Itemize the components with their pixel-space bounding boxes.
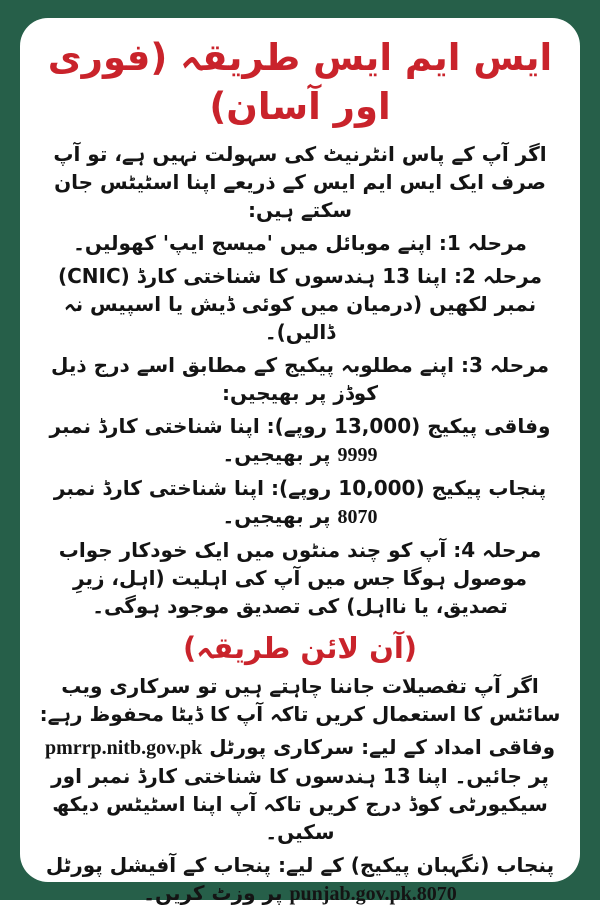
- sms-step-4: مرحلہ 4: آپ کو چند منٹوں میں ایک خودکار جواب موصول ہوگا جس میں آپ کی اہلیت (اہل، زیرِ تصدیق، یا نااہل) کی تصدیق موجود ہوگی۔: [58, 537, 542, 618]
- sms-step-1: مرحلہ 1: اپنے موبائل میں 'میسج ایپ' کھولیں۔: [73, 230, 527, 255]
- sms-intro: اگر آپ کے پاس انٹرنیٹ کی سہولت نہیں ہے، تو آپ صرف ایک ایس ایم ایس کے ذریعے اپنا اسٹیٹس جان سکتے ہیں:: [53, 141, 547, 222]
- federal-sms-code: 9999: [337, 443, 378, 466]
- federal-package-send-text: پر بھیجیں۔: [222, 441, 331, 466]
- sms-section-title: ایس ایم ایس طریقہ (فوری اور آسان): [47, 36, 553, 128]
- sms-step-2: مرحلہ 2: اپنا 13 ہندسوں کا شناختی کارڈ (CNIC) نمبر لکھیں (درمیان میں کوئی ڈیش یا اسپیس نہ ڈالیں)۔: [57, 263, 543, 344]
- online-punjab-text: پنجاب (نگہبان پیکیج) کے لیے: پنجاب کے آفیشل پورٹل: [45, 853, 555, 878]
- punjab-sms-code: 8070: [337, 505, 378, 528]
- federal-package-text: وفاقی پیکیج (13,000 روپے): اپنا شناختی کارڈ نمبر: [49, 413, 551, 438]
- federal-package-line: [36, 412, 564, 469]
- online-section-title: (آن لائن طریقہ): [182, 630, 418, 665]
- online-punjab-line: [36, 851, 564, 908]
- sms-step-3: مرحلہ 3: اپنے مطلوبہ پیکیج کے مطابق اسے درج ذیل کوڈز پر بھیجیں:: [51, 352, 549, 405]
- info-card: [20, 18, 580, 906]
- online-federal-instructions: پر جائیں۔ اپنا 13 ہندسوں کا شناختی کارڈ نمبر اور سیکیورٹی کوڈ درج کریں تاکہ آپ اپنا اسٹیٹس دیکھ سکیں۔: [51, 764, 549, 845]
- federal-portal-url: pmrrp.nitb.gov.pk: [44, 737, 203, 760]
- online-intro: اگر آپ تفصیلات جاننا چاہتے ہیں تو سرکاری ویب سائٹس کا استعمال کریں تاکہ آپ کا ڈیٹا محفوظ رہے:: [39, 674, 561, 727]
- punjab-package-send-text: پر بھیجیں۔: [222, 503, 331, 528]
- punjab-portal-url: punjab.gov.pk.8070: [289, 883, 457, 906]
- punjab-package-line: [36, 474, 564, 531]
- online-punjab-instructions: پر وزٹ کریں۔: [143, 881, 283, 906]
- online-federal-line: [36, 733, 564, 846]
- punjab-package-text: پنجاب پیکیج (10,000 روپے): اپنا شناختی کارڈ نمبر: [53, 475, 547, 500]
- online-federal-text: وفاقی امداد کے لیے: سرکاری پورٹل: [209, 735, 556, 760]
